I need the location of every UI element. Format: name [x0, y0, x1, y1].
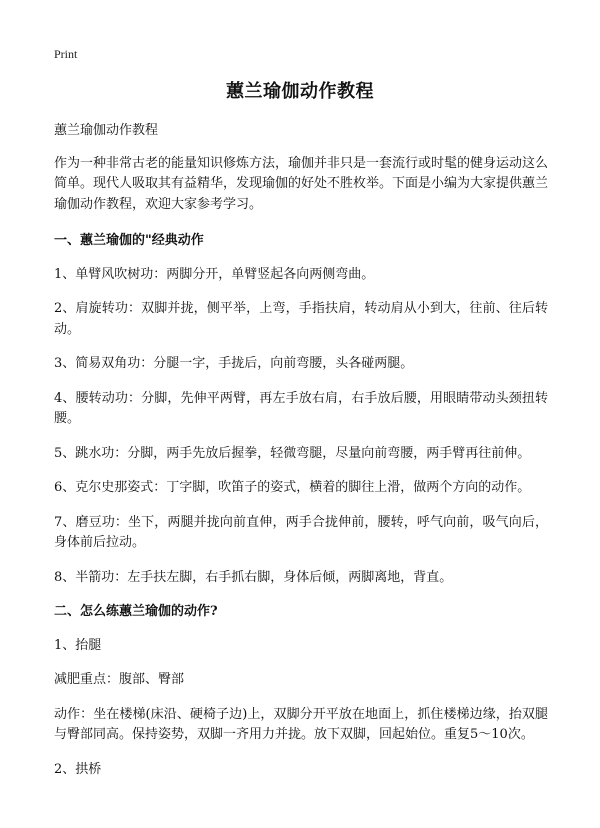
step-focus: 减肥重点：腹部、臀部 — [54, 672, 185, 687]
list-item: 7、磨豆功：坐下，两腿并拢向前直伸，两手合拢伸前，腰转，呼气向前，吸气向后，身体前后拉动。 — [54, 514, 548, 550]
page-title: 蕙兰瑜伽动作教程 — [226, 81, 374, 102]
list-item: 3、简易双角功：分腿一字，手拢后，向前弯腰，头各碰两腿。 — [54, 356, 414, 371]
list-item: 1、单臂风吹树功：两脚分开，单臂竖起各向两侧弯曲。 — [54, 266, 375, 282]
section-heading-how-to-practice: 二、怎么练蕙兰瑜伽的动作? — [54, 604, 218, 619]
list-item: 4、腰转动功：分脚，先伸平两臂，再左手放右肩，右手放后腰，用眼睛带动头颈扭转腰。 — [54, 390, 548, 426]
list-item: 2、肩旋转功：双脚并拢，侧平举，上弯，手指扶肩，转动肩从小到大，往前、往后转动。 — [54, 301, 548, 337]
step-title: 1、抬腿 — [54, 637, 102, 653]
article-subtitle: 蕙兰瑜伽动作教程 — [54, 123, 159, 138]
list-item: 8、半箭功：左手扶左脚，右手抓右脚，身体后倾，两脚离地，背直。 — [54, 569, 453, 585]
list-item: 6、克尔史那姿式：丁字脚，吹笛子的姿式，横着的脚往上滑，做两个方向的动作。 — [54, 480, 531, 495]
intro-paragraph: 作为一种非常古老的能量知识修炼方法，瑜伽并非只是一套流行或时髦的健身运动这么简单。现代人吸取其有益精华，发现瑜伽的好处不胜枚举。下面是小编为大家提供蕙兰瑜伽动作教程，欢迎大家参考学习。 — [54, 155, 549, 212]
section-heading-classic-moves: 一、蕙兰瑜伽的"经典动作 — [54, 233, 204, 248]
step-title: 2、拱桥 — [54, 761, 102, 777]
print-label: Print — [54, 47, 78, 61]
article-body — [54, 121, 548, 794]
list-item: 5、跳水功：分脚，两手先放后握拳，轻微弯腿，尽量向前弯腰，两手臂再往前伸。 — [54, 445, 531, 461]
step-action: 动作：坐在楼梯(床沿、硬椅子边)上，双脚分开平放在地面上，抓住楼梯边缘，抬双腿与臀部同高。保持姿势，双脚一齐用力并拢。放下双脚，回起始位。重复5～10次。 — [54, 706, 548, 742]
